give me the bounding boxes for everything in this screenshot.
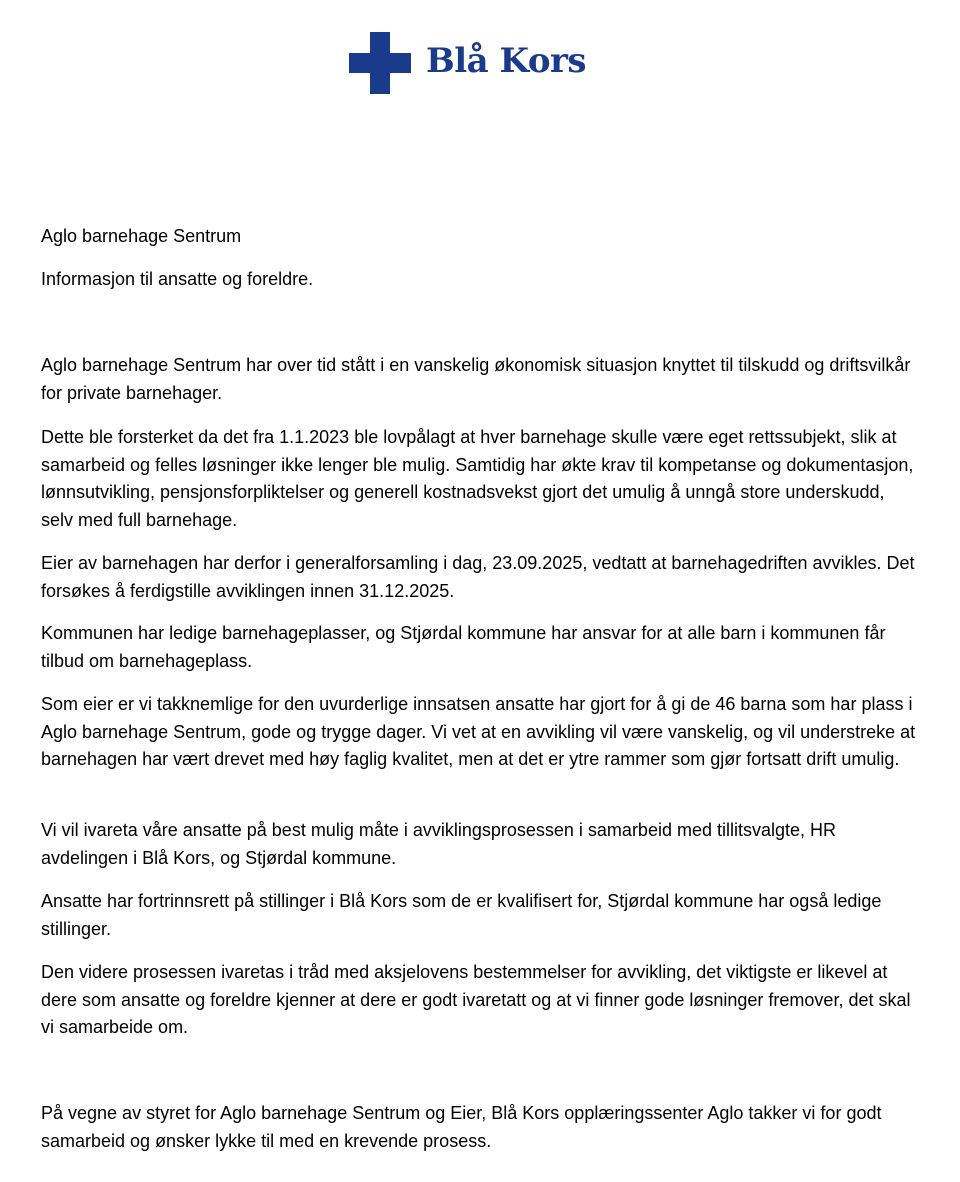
body-paragraph: Vi vil ivareta våre ansatte på best mulig måte i avviklingsprosessen i samarbeid med tillitsvalgte, HR avdelingen i Blå Kors, og Stjørdal kommune. [41,820,837,868]
subject-line: Informasjon til ansatte og foreldre. [41,269,314,289]
body-paragraph: Eier av barnehagen har derfor i generalforsamling i dag, 23.09.2025, vedtatt at barnehagedriften avvikles. Det forsøkes å ferdigstille avviklingen innen 31.12.2025. [41,553,915,601]
body-paragraph: Aglo barnehage Sentrum har over tid stått i en vanskelig økonomisk situasjon knyttet til tilskudd og driftsvilkår for private barnehager. [41,355,911,403]
body-paragraph: Den videre prosessen ivaretas i tråd med aksjelovens bestemmelser for avvikling, det viktigste er likevel at dere som ansatte og foreldre kjenner at dere er godt ivaretatt og at vi finner gode løsninger fremover, det skal vi samarbeide om. [41,962,911,1037]
recipient-line: Aglo barnehage Sentrum [41,226,242,246]
bla-kors-logo [349,32,586,94]
body-paragraph: Kommunen har ledige barnehageplasser, og Stjørdal kommune har ansvar for at alle barn i kommunen får tilbud om barnehageplass. [41,623,886,671]
closing-paragraph: På vegne av styret for Aglo barnehage Sentrum og Eier, Blå Kors opplæringssenter Aglo takker vi for godt samarbeid og ønsker lykke til med en krevende prosess. [41,1103,882,1151]
cross-icon [349,32,411,94]
body-paragraph: Dette ble forsterket da det fra 1.1.2023 ble lovpålagt at hver barnehage skulle være eget rettssubjekt, slik at samarbeid og felles løsninger ikke lenger ble mulig. Samtidig har økte krav til kompetanse og dokumentasjon, lønnsutvikling, pensjonsforpliktelser og generell kostnadsvekst gjort det umulig å unngå store underskudd, selv med full barnehage. [41,427,914,530]
body-paragraph: Ansatte har fortrinnsrett på stillinger i Blå Kors som de er kvalifisert for, Stjørdal kommune har også ledige stillinger. [41,891,882,939]
logo-text: Blå Kors [426,41,587,81]
body-paragraph: Som eier er vi takknemlige for den uvurderlige innsatsen ansatte har gjort for å gi de 46 barna som har plass i Aglo barnehage Sentrum, gode og trygge dager. Vi vet at en avvikling vil være vanskelig, og vil understreke at barnehagen har vært drevet med høy faglig kvalitet, men at det er ytre rammer som gjør fortsatt drift umulig. [41,694,916,769]
